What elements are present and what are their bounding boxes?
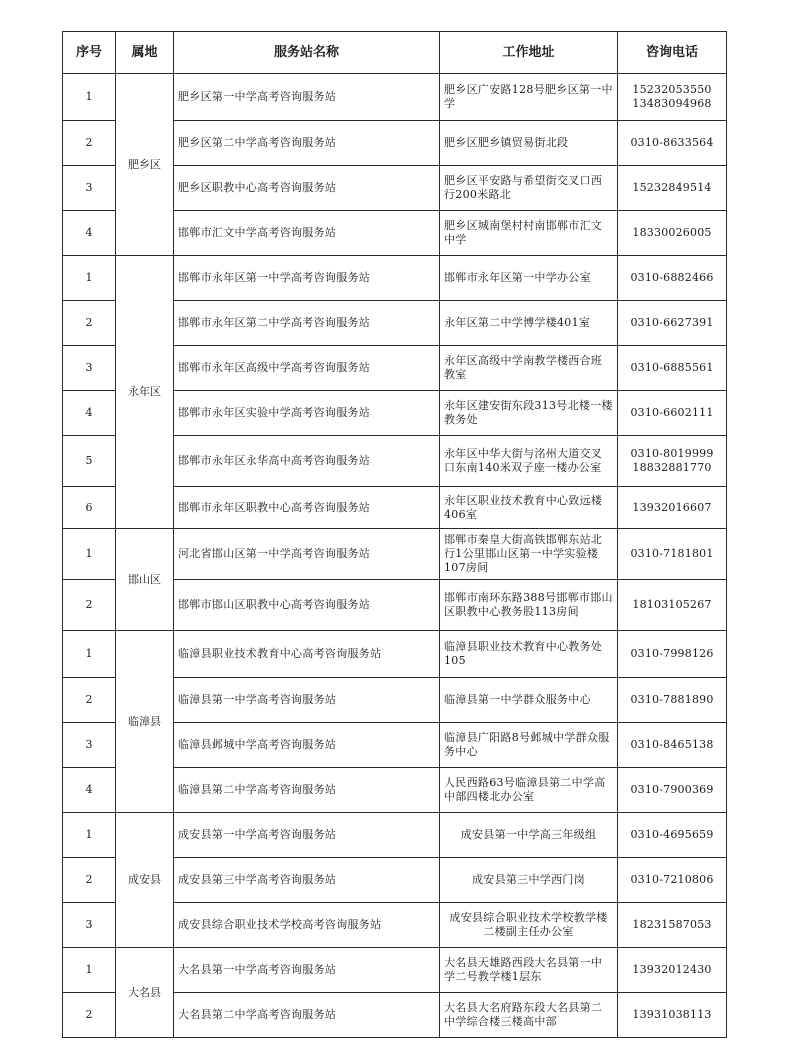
phone-number: 13932016607: [632, 500, 712, 514]
station-phone: [618, 529, 727, 580]
phone-number: 18103105267: [632, 598, 712, 611]
row-seq: 1: [63, 529, 116, 580]
phone-number: 0310-7881890: [630, 693, 714, 706]
table-body: [63, 74, 727, 1038]
station-name: 肥乡区第二中学高考咨询服务站: [174, 121, 440, 166]
station-name: 邯郸市永年区实验中学高考咨询服务站: [174, 391, 440, 436]
station-phone: [618, 301, 727, 346]
station-address: 成安县第三中学西门岗: [440, 858, 618, 903]
station-name: 邯郸市永年区第二中学高考咨询服务站: [174, 301, 440, 346]
station-address: 肥乡区广安路128号肥乡区第一中学: [440, 74, 618, 121]
station-address: 人民西路63号临漳县第二中学高中部四楼北办公室: [440, 768, 618, 813]
station-phone: [618, 858, 727, 903]
area-cell: 邯山区: [116, 529, 174, 631]
phone-number: 0310-6885561: [630, 361, 714, 374]
station-name: 成安县综合职业技术学校高考咨询服务站: [174, 903, 440, 948]
phone-number: 0310-8019999: [630, 447, 714, 460]
station-address: 肥乡区城南堡村村南邯郸市汇文中学: [440, 211, 618, 256]
station-phone: [618, 631, 727, 678]
area-cell: 临漳县: [116, 631, 174, 813]
station-name: 成安县第三中学高考咨询服务站: [174, 858, 440, 903]
station-name: 临漳县第二中学高考咨询服务站: [174, 768, 440, 813]
station-phone: [618, 723, 727, 768]
station-address: 肥乡区平安路与希望街交叉口西行200米路北: [440, 166, 618, 211]
station-name: 邯郸市永年区职教中心高考咨询服务站: [174, 487, 440, 529]
table-row: [63, 948, 727, 993]
station-address: 永年区中华大街与洺州大道交叉口东南140米双子座一楼办公室: [440, 436, 618, 487]
station-address: 临漳县职业技术教育中心教务处105: [440, 631, 618, 678]
row-seq: 3: [63, 903, 116, 948]
station-name: 邯郸市永年区第一中学高考咨询服务站: [174, 256, 440, 301]
station-phone: [618, 74, 727, 121]
row-seq: 3: [63, 166, 116, 211]
phone-number: 0310-7900369: [630, 783, 714, 796]
row-seq: 4: [63, 768, 116, 813]
station-address: 临漳县广阳路8号邺城中学群众服务中心: [440, 723, 618, 768]
phone-number: 13483094968: [632, 97, 712, 110]
phone-number: 13931038113: [632, 1008, 712, 1021]
station-name: 肥乡区第一中学高考咨询服务站: [174, 74, 440, 121]
station-phone: [618, 256, 727, 301]
station-name: 河北省邯山区第一中学高考咨询服务站: [174, 529, 440, 580]
header-area: 属地: [116, 32, 174, 74]
table-row: [63, 813, 727, 858]
station-name: 邯郸市邯山区职教中心高考咨询服务站: [174, 580, 440, 631]
header-name: 服务站名称: [174, 32, 440, 74]
station-address: 大名县天雄路西段大名县第一中学二号教学楼1层东: [440, 948, 618, 993]
station-phone: [618, 993, 727, 1038]
station-address: 永年区建安街东段313号北楼一楼教务处: [440, 391, 618, 436]
row-seq: 2: [63, 580, 116, 631]
station-name: 临漳县第一中学高考咨询服务站: [174, 678, 440, 723]
station-address: 永年区高级中学南教学楼西合班教室: [440, 346, 618, 391]
row-seq: 2: [63, 678, 116, 723]
station-phone: [618, 903, 727, 948]
station-address: 成安县综合职业技术学校教学楼二楼副主任办公室: [440, 903, 618, 948]
phone-number: 18231587053: [632, 918, 712, 931]
phone-number: 15232849514: [632, 181, 712, 194]
phone-number: 0310-7998126: [630, 647, 714, 660]
station-phone: [618, 487, 727, 529]
row-seq: 1: [63, 948, 116, 993]
station-name: 成安县第一中学高考咨询服务站: [174, 813, 440, 858]
row-seq: 4: [63, 211, 116, 256]
phone-number: 0310-8633564: [630, 136, 714, 149]
table-header-row: [63, 32, 727, 74]
area-cell: 永年区: [116, 256, 174, 529]
row-seq: 2: [63, 858, 116, 903]
row-seq: 1: [63, 256, 116, 301]
phone-number: 0310-7181801: [630, 547, 714, 560]
row-seq: 1: [63, 631, 116, 678]
station-name: 临漳县邺城中学高考咨询服务站: [174, 723, 440, 768]
area-cell: 成安县: [116, 813, 174, 948]
station-name: 邯郸市汇文中学高考咨询服务站: [174, 211, 440, 256]
row-seq: 1: [63, 74, 116, 121]
table-row: [63, 74, 727, 121]
station-phone: [618, 678, 727, 723]
row-seq: 1: [63, 813, 116, 858]
station-name: 大名县第一中学高考咨询服务站: [174, 948, 440, 993]
table-row: [63, 631, 727, 678]
station-address: 邯郸市南环东路388号邯郸市邯山区职教中心教务股113房间: [440, 580, 618, 631]
phone-number: 15232053550: [632, 83, 712, 96]
row-seq: 6: [63, 487, 116, 529]
header-phone: 咨询电话: [618, 32, 727, 74]
row-seq: 2: [63, 121, 116, 166]
station-address: 永年区第二中学博学楼401室: [440, 301, 618, 346]
row-seq: 2: [63, 993, 116, 1038]
row-seq: 4: [63, 391, 116, 436]
station-name: 大名县第二中学高考咨询服务站: [174, 993, 440, 1038]
station-phone: [618, 346, 727, 391]
header-address: 工作地址: [440, 32, 618, 74]
station-phone: [618, 813, 727, 858]
area-cell: 肥乡区: [116, 74, 174, 256]
station-address: 邯郸市秦皇大街高铁邯郸东站北行1公里邯山区第一中学实验楼107房间: [440, 529, 618, 580]
station-address: 邯郸市永年区第一中学办公室: [440, 256, 618, 301]
station-address: 大名县大名府路东段大名县第二中学综合楼三楼高中部: [440, 993, 618, 1038]
station-phone: [618, 121, 727, 166]
station-address: 永年区职业技术教育中心致远楼406室: [440, 487, 618, 529]
phone-number: 0310-6627391: [630, 316, 714, 329]
station-address: 临漳县第一中学群众服务中心: [440, 678, 618, 723]
station-name: 肥乡区职教中心高考咨询服务站: [174, 166, 440, 211]
station-name: 临漳县职业技术教育中心高考咨询服务站: [174, 631, 440, 678]
station-address: 成安县第一中学高三年级组: [440, 813, 618, 858]
station-phone: [618, 166, 727, 211]
area-cell: 大名县: [116, 948, 174, 1038]
station-phone: [618, 580, 727, 631]
station-name: 邯郸市永年区高级中学高考咨询服务站: [174, 346, 440, 391]
table-row: [63, 256, 727, 301]
phone-number: 13932012430: [632, 963, 712, 976]
station-name: 邯郸市永年区永华高中高考咨询服务站: [174, 436, 440, 487]
header-seq: 序号: [63, 32, 116, 74]
phone-number: 0310-6882466: [630, 271, 714, 284]
station-phone: [618, 211, 727, 256]
row-seq: 5: [63, 436, 116, 487]
phone-number: 0310-7210806: [630, 873, 714, 886]
table-row: [63, 529, 727, 580]
phone-number: 0310-6602111: [630, 406, 714, 419]
station-phone: [618, 768, 727, 813]
station-phone: [618, 391, 727, 436]
service-station-table: [62, 31, 727, 1038]
phone-number: 0310-8465138: [630, 738, 714, 751]
station-phone: [618, 436, 727, 487]
station-phone: [618, 948, 727, 993]
row-seq: 2: [63, 301, 116, 346]
row-seq: 3: [63, 346, 116, 391]
station-address: 肥乡区肥乡镇贸易街北段: [440, 121, 618, 166]
phone-number: 18330026005: [632, 226, 712, 239]
phone-number: 18832881770: [632, 461, 712, 474]
row-seq: 3: [63, 723, 116, 768]
phone-number: 0310-4695659: [630, 828, 714, 841]
